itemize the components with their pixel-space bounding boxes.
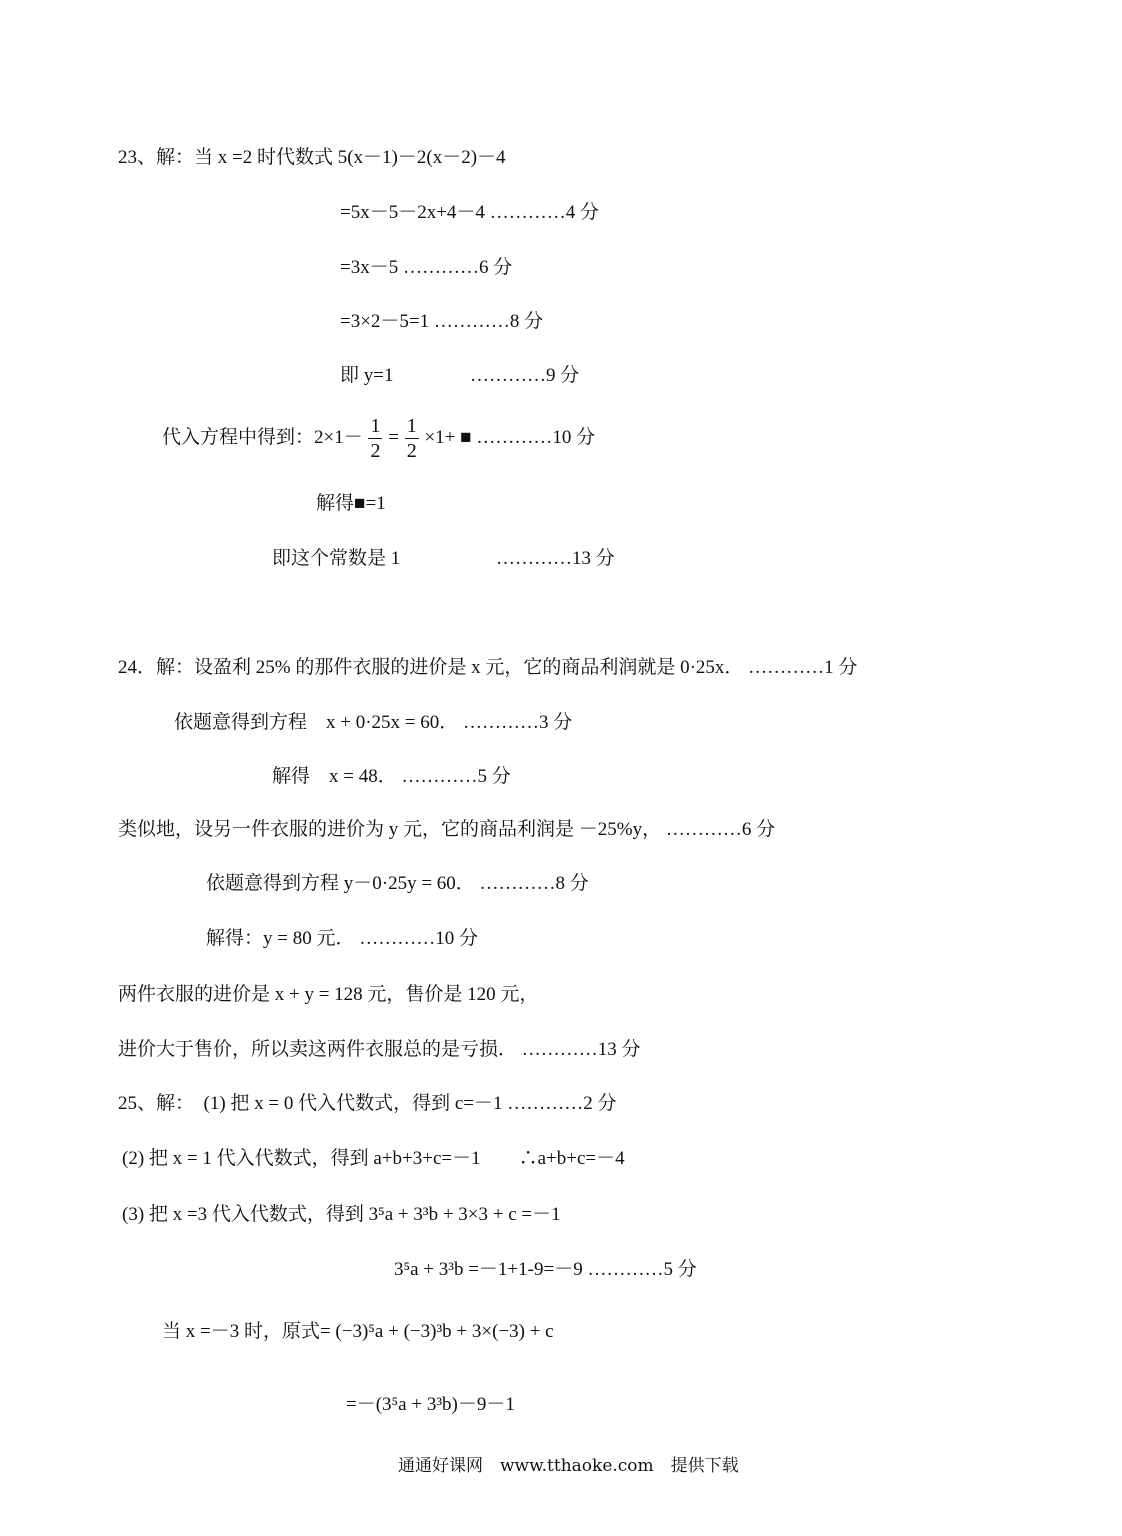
s24-line8 bbox=[118, 1038, 641, 1062]
s24-line3-score: …………5 分 bbox=[401, 766, 511, 787]
s24-line8-text: 进价大于售价，所以卖这两件衣服总的是亏损． bbox=[118, 1039, 518, 1060]
s25-line6: =－(3⁵a + 3³b)－9－1 bbox=[346, 1394, 515, 1415]
s23-step2-score: …………6 分 bbox=[402, 257, 513, 278]
s25-line2: (2) 把 x = 1 代入代数式，得到 a+b+3+c=－1 ∴a+b+c=－4 bbox=[122, 1148, 625, 1169]
s24-line1-text: 24．解：设盈利 25% 的那件衣服的进价是 x 元，它的商品利润就是 0·25x． bbox=[118, 657, 744, 678]
s23-step1-expr: =5x－5－2x+4－4 bbox=[340, 202, 485, 223]
s25-line1-score: …………2 分 bbox=[507, 1093, 617, 1114]
s25-line3: (3) 把 x =3 代入代数式，得到 3⁵a + 3³b + 3×3 + c =－1 bbox=[122, 1204, 561, 1225]
s23-step2-expr: =3x－5 bbox=[340, 257, 399, 278]
s25-line4-score: …………5 分 bbox=[587, 1259, 697, 1280]
s23-sub-suffix: ×1+ ■ bbox=[424, 426, 472, 448]
s24-line4-score: …………6 分 bbox=[665, 819, 776, 840]
s23-substitution bbox=[162, 414, 595, 463]
s23-conclusion-score: …………13 分 bbox=[496, 548, 615, 569]
fraction-numerator: 1 bbox=[370, 415, 381, 437]
fraction-denominator: 2 bbox=[370, 440, 381, 462]
s23-solve: 解得■=1 bbox=[316, 493, 386, 514]
s24-line1 bbox=[118, 656, 857, 680]
fraction-numerator: 1 bbox=[406, 415, 417, 437]
s24-line5-text: 依题意得到方程 y－0·25y = 60． bbox=[206, 873, 475, 894]
s24-line8-score: …………13 分 bbox=[521, 1039, 641, 1060]
s23-conclusion: 即这个常数是 1 bbox=[272, 548, 401, 569]
s23-step3-expr: =3×2－5=1 bbox=[340, 311, 430, 332]
s23-step1-score: …………4 分 bbox=[489, 202, 599, 223]
s23-step3 bbox=[340, 310, 543, 334]
s25-line4 bbox=[394, 1258, 697, 1282]
s25-line5: 当 x =－3 时，原式= (−3)⁵a + (−3)³b + 3×(−3) + c bbox=[162, 1321, 554, 1342]
s24-line1-score: …………1 分 bbox=[748, 657, 858, 678]
s24-line2-score: …………3 分 bbox=[463, 712, 573, 733]
s24-line2-text: 依题意得到方程 x + 0·25x = 60． bbox=[174, 712, 459, 733]
s24-line5-score: …………8 分 bbox=[479, 873, 589, 894]
s24-line6-text: 解得：y = 80 元． bbox=[206, 928, 355, 949]
s24-line7: 两件衣服的进价是 x + y = 128 元，售价是 120 元， bbox=[118, 984, 539, 1005]
s25-line1-text: 25、解： (1) 把 x = 0 代入代数式，得到 c=－1 bbox=[118, 1093, 503, 1114]
s24-line3 bbox=[272, 765, 511, 789]
s24-line2 bbox=[174, 711, 572, 735]
s25-line1 bbox=[118, 1092, 617, 1116]
s25-line4-text: 3⁵a + 3³b =－1+1-9=－9 bbox=[394, 1259, 583, 1280]
s23-title: 23、解：当 x =2 时代数式 5(x－1)－2(x－2)－4 bbox=[118, 147, 506, 168]
s23-sub-equals: = bbox=[388, 426, 399, 448]
fraction-denominator: 2 bbox=[406, 440, 417, 462]
fraction-one-half-2 bbox=[405, 414, 419, 463]
s23-step4: 即 y=1 bbox=[340, 365, 394, 386]
s24-line4-text: 类似地，设另一件衣服的进价为 y 元，它的商品利润是 －25%y， bbox=[118, 819, 662, 840]
s23-step1 bbox=[340, 201, 599, 225]
s24-line3-text: 解得 x = 48． bbox=[272, 766, 397, 787]
s24-line5 bbox=[206, 872, 589, 896]
page-footer: 通通好课网 www.tthaoke.com 提供下载 bbox=[398, 1456, 739, 1476]
fraction-one-half bbox=[368, 414, 382, 463]
s23-sub-prefix: 代入方程中得到：2×1－ bbox=[162, 426, 363, 448]
s24-line6 bbox=[206, 927, 478, 951]
s23-sub-score: …………10 分 bbox=[476, 426, 596, 448]
s24-line4 bbox=[118, 818, 775, 842]
s23-step2 bbox=[340, 256, 512, 280]
s23-step3-score: …………8 分 bbox=[433, 311, 544, 332]
s23-step4-score: …………9 分 bbox=[470, 365, 580, 386]
s24-line6-score: …………10 分 bbox=[359, 928, 478, 949]
